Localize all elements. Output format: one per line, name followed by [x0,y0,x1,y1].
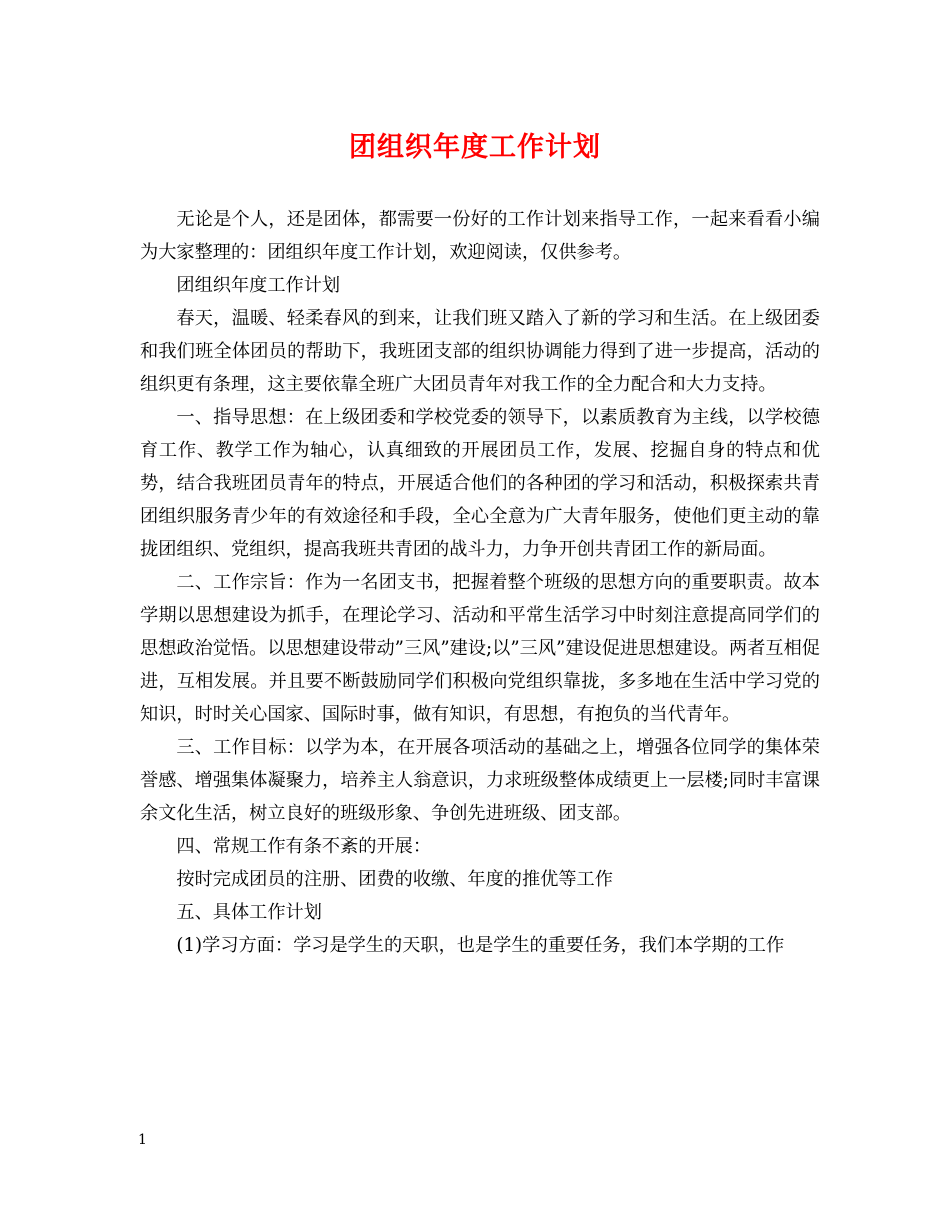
study-aspect-paragraph: (1)学习方面：学习是学生的天职，也是学生的重要任务，我们本学期的工作 [176,935,785,956]
subtitle-paragraph: 团组织年度工作计划 [176,275,341,296]
page-number: 1 [138,1132,147,1148]
routine-work-paragraph: 按时完成团员的注册、团费的收缴、年度的推优等工作 [176,869,613,890]
guiding-ideology-paragraph: 一、指导思想：在上级团委和学校党委的领导下，以素质教育为主线，以学校德育工作、教学工作为轴心，认真细致的开展团员工作，发展、挖掘自身的特点和优势，结合我班团员青年的特点，开展适合他们的各种团的学习和活动，积极探索共青团组织服务青少年的有效途径和手段，全心全意为广大青年服务，使他们更主动的靠拢团组织、党组织，提高我班共青团的战斗力，力争开创共青团工作的新局面。 [140,407,820,560]
spring-paragraph: 春天，温暖、轻柔春风的到来，让我们班又踏入了新的学习和生活。在上级团委和我们班全体团员的帮助下，我班团支部的组织协调能力得到了进一步提高，活动的组织更有条理，这主要依靠全班广大团员青年对我工作的全力配合和大力支持。 [140,308,820,395]
work-purpose-paragraph: 二、工作宗旨：作为一名团支书，把握着整个班级的思想方向的重要职责。故本学期以思想建设为抓手，在理论学习、活动和平常生活学习中时刻注意提高同学们的思想政治觉悟。以思想建设带动”三风”建设;以”三风”建设促进思想建设。两者互相促进，互相发展。并且要不断鼓励同学们积极向党组织靠拢，多多地在生活中学习党的知识，时时关心国家、国际时事，做有知识，有思想，有抱负的当代青年。 [140,572,820,725]
document-body [140,203,820,962]
routine-work-heading: 四、常规工作有条不紊的开展： [176,836,432,857]
document-title: 团组织年度工作计划 [349,132,601,163]
work-goal-paragraph: 三、工作目标：以学为本，在开展各项活动的基础之上，增强各位同学的集体荣誉感、增强集体凝聚力，培养主人翁意识，力求班级整体成绩更上一层楼;同时丰富课余文化生活，树立良好的班级形象、争创先进班级、团支部。 [140,737,820,824]
intro-paragraph: 无论是个人，还是团体，都需要一份好的工作计划来指导工作，一起来看看小编为大家整理的：团组织年度工作计划，欢迎阅读，仅供参考。 [140,209,820,263]
specific-plan-heading: 五、具体工作计划 [176,902,322,923]
